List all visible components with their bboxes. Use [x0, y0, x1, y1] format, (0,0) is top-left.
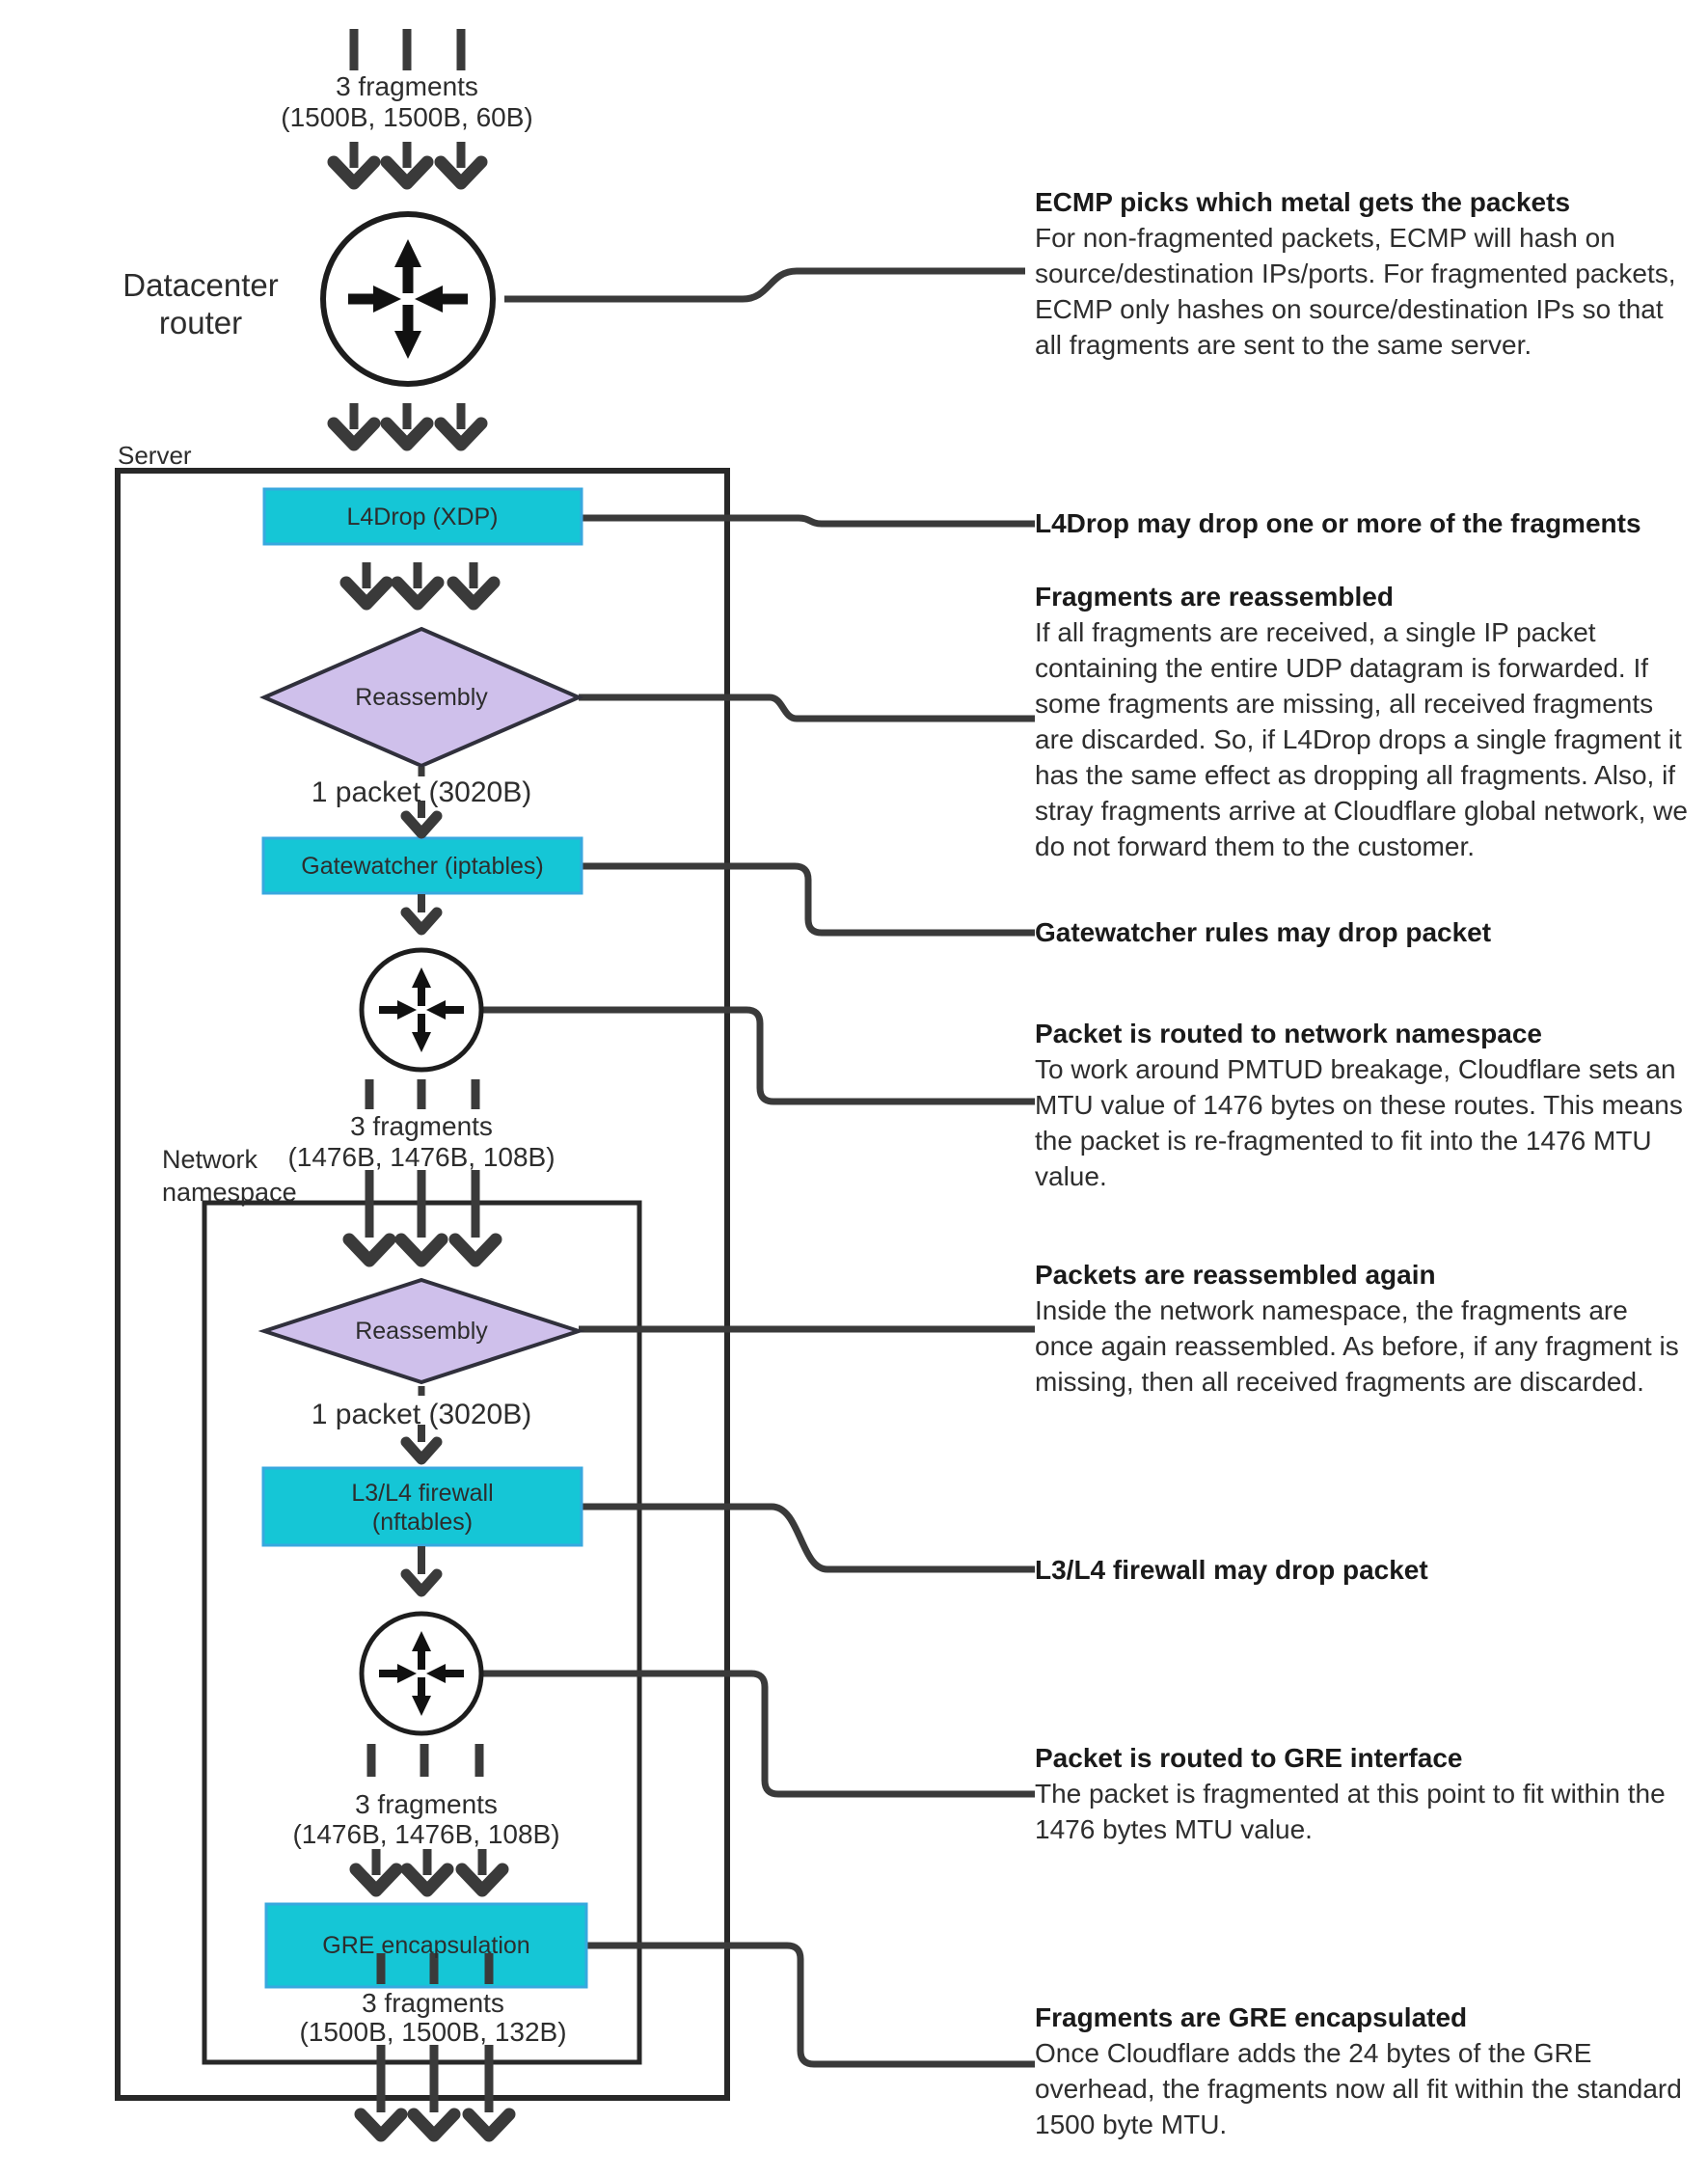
annotation-body: Inside the network namespace, the fragments are once again reassembled. As before, if any fragment is missing, then all received fragments are discarded. — [1035, 1295, 1679, 1397]
top-fragments-count: 3 fragments — [336, 71, 478, 101]
annotation-netns — [1035, 1016, 1691, 1194]
connector-l4drop — [582, 518, 1035, 524]
connector-ecmp — [504, 271, 1025, 299]
annotation-body: To work around PMTUD breakage, Cloudflare sets an MTU value of 1476 bytes on these routes. This means the packet is re-fragmented to fit into the 1476 MTU value. — [1035, 1054, 1683, 1191]
datacenter-router-label-line1: Datacenter — [122, 267, 279, 303]
datacenter-router-icon — [323, 214, 493, 384]
network-namespace-label-line2: namespace — [162, 1178, 297, 1207]
annotation-title: Packet is routed to GRE interface — [1035, 1743, 1463, 1773]
l3l4-firewall-label-line2: (nftables) — [371, 1509, 474, 1536]
annotation-gre-route — [1035, 1740, 1691, 1847]
annotation-title: Fragments are GRE encapsulated — [1035, 2002, 1468, 2032]
arrow-down-icons-l4drop — [346, 562, 494, 604]
arrow-down-icons-into-server — [334, 403, 481, 445]
gatewatcher-label: Gatewatcher (iptables) — [301, 853, 544, 880]
annotation-l3l4 — [1035, 1552, 1691, 1588]
connector-route-gre — [481, 1674, 1035, 1794]
fragment-dashes-namespace — [371, 1744, 479, 1777]
refrag-fragments-sizes: (1476B, 1476B, 108B) — [287, 1142, 556, 1172]
refrag2-fragments-sizes: (1476B, 1476B, 108B) — [292, 1819, 560, 1849]
arrow-down-icon-gatewatcher — [406, 894, 437, 930]
arrow-down-icons-into-router — [334, 142, 481, 183]
annotation-ecmp — [1035, 184, 1691, 363]
annotation-body: The packet is fragmented at this point to fit within the 1476 bytes MTU value. — [1035, 1779, 1666, 1844]
connector-route-netns — [481, 1010, 1035, 1102]
arrow-down-icon-l3l4 — [406, 1546, 437, 1592]
connector-reassembly-1 — [579, 697, 1035, 719]
router-icon-server — [362, 950, 481, 1070]
annotation-title: Fragments are reassembled — [1035, 582, 1394, 612]
server-label: Server — [118, 441, 192, 470]
annotation-gre-encap — [1035, 2000, 1691, 2142]
annotation-reassembled — [1035, 579, 1691, 864]
packet-2-label: 1 packet (3020B) — [311, 1399, 532, 1430]
l4drop-label: L4Drop (XDP) — [346, 503, 499, 531]
gre-encapsulation-label: GRE encapsulation — [322, 1932, 530, 1959]
annotation-body: If all fragments are received, a single IP packet containing the entire UDP datagram is forwarded. If some fragments are missing, all received fragments are discarded. So, if L4Drop drops a single fragment it has the same effect as dropping all fragments. Also, if stray fragments arrive at Cloudflare global network, we do not forward them to the customer. — [1035, 617, 1688, 861]
l3l4-firewall-label — [351, 1479, 493, 1537]
top-fragments-sizes: (1500B, 1500B, 60B) — [281, 102, 533, 132]
network-namespace-label — [162, 1143, 297, 1209]
arrow-down-icons-into-namespace — [349, 1170, 496, 1261]
gre-fragments-sizes: (1500B, 1500B, 132B) — [299, 2017, 567, 2047]
arrow-down-icons-exit — [361, 2045, 509, 2136]
annotation-body: For non-fragmented packets, ECMP will hash on source/destination IPs/ports. For fragmented packets, ECMP only hashes on source/destination IPs so that all fragments are sent to the same server. — [1035, 223, 1676, 360]
connector-l3l4 — [582, 1507, 1035, 1569]
annotation-title: L3/L4 firewall may drop packet — [1035, 1555, 1428, 1585]
refrag2-fragments-count: 3 fragments — [355, 1789, 498, 1819]
annotation-gatewatcher — [1035, 914, 1691, 950]
reassembly-1-label: Reassembly — [355, 684, 488, 711]
connector-gatewatcher — [582, 866, 1035, 933]
packet-1-label: 1 packet (3020B) — [311, 776, 532, 808]
datacenter-router-label — [122, 266, 278, 341]
refrag-fragments-count: 3 fragments — [350, 1111, 493, 1141]
fragment-dashes-top — [354, 29, 461, 70]
annotation-body: Once Cloudflare adds the 24 bytes of the GRE overhead, the fragments now all fit within the standard 1500 byte MTU. — [1035, 2038, 1682, 2139]
network-namespace-label-line1: Network — [162, 1145, 258, 1174]
router-icon-namespace — [362, 1614, 481, 1733]
l3l4-firewall-label-line1: L3/L4 firewall — [351, 1480, 494, 1507]
annotation-title: L4Drop may drop one or more of the fragments — [1035, 508, 1641, 538]
reassembly-2-label: Reassembly — [355, 1318, 488, 1345]
annotation-l4drop — [1035, 505, 1691, 541]
datacenter-router-label-line2: router — [158, 305, 243, 340]
connector-gre-encap — [586, 1946, 1035, 2064]
annotation-title: Gatewatcher rules may drop packet — [1035, 917, 1492, 947]
gre-fragments-count: 3 fragments — [362, 1988, 504, 2018]
arrow-down-icons-into-gre — [356, 1849, 502, 1891]
annotation-reassembled-again — [1035, 1257, 1691, 1400]
annotation-title: ECMP picks which metal gets the packets — [1035, 187, 1571, 217]
fragment-dashes-server — [369, 1079, 475, 1109]
annotation-title: Packets are reassembled again — [1035, 1260, 1436, 1290]
annotation-title: Packet is routed to network namespace — [1035, 1019, 1542, 1048]
